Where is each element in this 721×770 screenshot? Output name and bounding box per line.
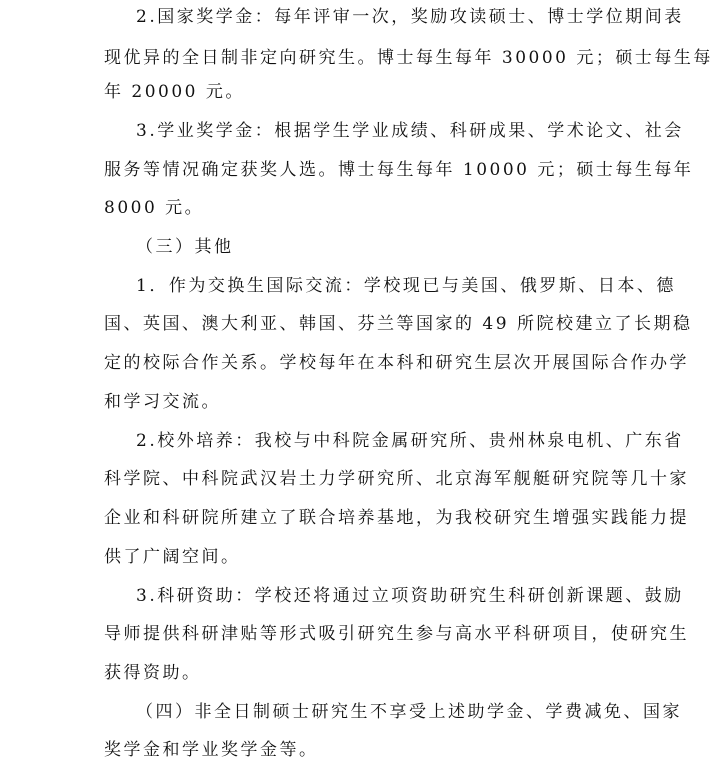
text-line: 定的校际合作关系。学校每年在本科和研究生层次开展国际合作办学 xyxy=(104,353,689,373)
section-heading: （四）非全日制硕士研究生不享受上述助学金、学费减免、国家 xyxy=(136,702,682,722)
text-line: 导师提供科研津贴等形式吸引研究生参与高水平科研项目，使研究生 xyxy=(104,624,689,644)
text-line: 服务等情况确定获奖人选。博士每生每年 10000 元；硕士每生每年 xyxy=(104,160,694,180)
text-line: 3.学业奖学金：根据学生学业成绩、科研成果、学术论文、社会 xyxy=(136,121,684,141)
text-line: 8000 元。 xyxy=(104,198,205,218)
text-line: 1．作为交换生国际交流：学校现已与美国、俄罗斯、日本、德 xyxy=(136,276,676,296)
text-line: 和学习交流。 xyxy=(104,392,221,412)
text-line: 获得资助。 xyxy=(104,663,202,683)
text-line: 年 20000 元。 xyxy=(104,82,245,102)
text-line: 国、英国、澳大利亚、韩国、芬兰等国家的 49 所院校建立了长期稳 xyxy=(104,314,693,334)
text-line: 供了广阔空间。 xyxy=(104,547,241,567)
text-line: 2.校外培养：我校与中科院金属研究所、贵州林泉电机、广东省 xyxy=(136,431,684,451)
text-line: 3.科研资助：学校还将通过立项资助研究生科研创新课题、鼓励 xyxy=(136,586,684,606)
text-line: 现优异的全日制非定向研究生。博士每生每年 30000 元；硕士每生每 xyxy=(104,48,713,68)
text-line: 企业和科研院所建立了联合培养基地，为我校研究生增强实践能力提 xyxy=(104,508,689,528)
text-line: 2.国家奖学金：每年评审一次，奖励攻读硕士、博士学位期间表 xyxy=(136,7,684,27)
text-line: 奖学金和学业奖学金等。 xyxy=(104,740,319,760)
section-heading: （三）其他 xyxy=(136,237,234,257)
text-line: 科学院、中科院武汉岩土力学研究所、北京海军舰艇研究院等几十家 xyxy=(104,469,689,489)
